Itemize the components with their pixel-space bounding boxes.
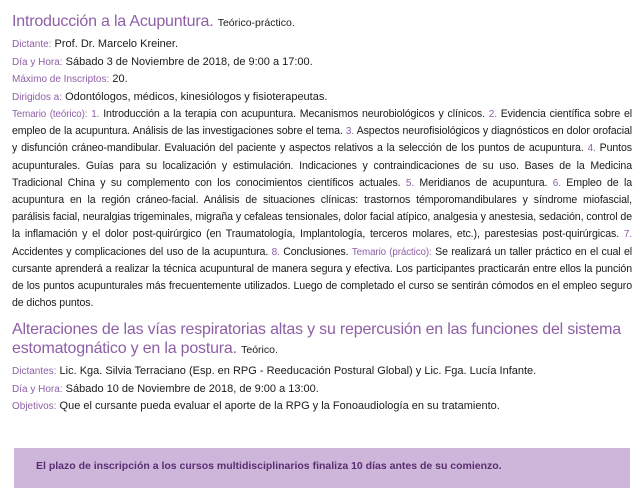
temario-item-number: 8. — [271, 246, 280, 258]
temario-label: Temario (teórico): — [12, 109, 88, 120]
dirigido-label: Dirigidos a: — [12, 91, 63, 103]
max-label: Máximo de Inscriptos: — [12, 74, 110, 85]
course-respiratorias — [12, 320, 632, 416]
dirigido-line — [12, 89, 632, 107]
dictante-line — [12, 36, 632, 54]
temario-item-text: Aspectos neurofisiológicos y diagnósticos en dolor orofacial y disfunción cráneo-mandibular. Evaluación del paciente y aspectos relativos a la selección de los puntos de acupuntura. — [12, 125, 633, 155]
temario-item-text: Evidencia científica sobre el empleo de la acupuntura. Análisis de las investigaciones sobre el tema. — [12, 108, 633, 138]
fecha-label: Día y Hora: — [12, 383, 63, 395]
practico-text: Se realizará un taller práctico en el cual el cursante aprenderá a realizar la técnica acupuntural de manera segura y efectiva. Los participantes practicarán entre ellos la punción de los puntos acupunturales más frecuentemente utilizados. Luego de completado el curso se sentirán cómodos en el empleo seguro de dichos puntos. — [12, 245, 633, 310]
practico-label: Temario (práctico): — [351, 246, 432, 258]
fecha-value: Sábado 3 de Noviembre de 2018, de 9:00 a 17:00. — [65, 55, 313, 68]
temario-item-text: Puntos acupunturales. Guías para su localización y estimulación. Indicaciones y contraindicaciones de su uso. Bases de la Medicina Tradicional China y su complemento con los conocimientos científicos actuales. — [12, 142, 633, 189]
fecha-line — [12, 54, 632, 72]
dictantes-value: Lic. Kga. Silvia Terraciano (Esp. en RPG - Reeducación Postural Global) y Lic. Fga. Lucía Infante. — [59, 365, 537, 378]
course-kind: Teórico. — [241, 344, 278, 357]
course-acupuntura — [12, 12, 632, 312]
dictante-label: Dictante: — [12, 39, 52, 50]
course-title — [12, 12, 632, 33]
fecha-value: Sábado 10 de Noviembre de 2018, de 9:00 a 13:00. — [65, 382, 319, 395]
temario-item-text: Conclusiones. — [283, 245, 349, 258]
course-title-text: Introducción a la Acupuntura. — [12, 13, 214, 30]
temario-item-number: 1. — [91, 109, 100, 120]
dirigido-value: Odontólogos, médicos, kinesiólogos y fisioterapeutas. — [65, 90, 328, 103]
objetivos-label: Objetivos: — [12, 401, 57, 413]
objetivos-value: Que el cursante pueda evaluar el aporte de la RPG y la Fonoaudiología en su tratamiento. — [59, 400, 500, 413]
course-title — [12, 320, 632, 360]
fecha-line — [12, 381, 632, 399]
temario-item-text: Empleo de la acupuntura en la región cráneo-facial. Análisis de situaciones clínicas: trastornos témporomandibulares y síndrome miofascial, parálisis facial, neuralgias trigeminales, migraña y cefaleas tensionales, dolor facial atípico, analgesia y anestesia, sedación, control de la inflamación y el dolor post-quirúrgico (en Traumatología, Implantología, terceros molares, etc.), parestesias post-quirúrgicas. — [12, 176, 632, 241]
course-title-text: Alteraciones de las vías respiratorias altas y su repercusión en las funciones del sistema estomatognático y en la postura. — [12, 321, 621, 358]
temario-paragraph — [12, 106, 632, 312]
registration-deadline-notice — [14, 448, 630, 488]
dictantes-line — [12, 363, 632, 381]
temario-item-text: Accidentes y complicaciones del uso de la acupuntura. — [12, 245, 269, 258]
temario-item-number: 6. — [552, 177, 561, 189]
temario-item-text: Introducción a la terapia con acupuntura. Mecanismos neurobiológicos y clínicos. — [103, 108, 485, 120]
document-page — [12, 12, 632, 416]
fecha-label: Día y Hora: — [12, 56, 63, 68]
max-value: 20. — [112, 73, 128, 85]
notice-text: El plazo de inscripción a los cursos multidisciplinarios finaliza 10 días antes de su comienzo. — [36, 460, 502, 472]
dictante-value: Prof. Dr. Marcelo Kreiner. — [54, 38, 179, 50]
max-line — [12, 71, 632, 89]
course-kind: Teórico-práctico. — [217, 17, 295, 29]
objetivos-line — [12, 398, 632, 416]
dictantes-label: Dictantes: — [12, 366, 57, 378]
temario-item-number: 4. — [587, 143, 596, 155]
temario-item-text: Meridianos de acupuntura. — [419, 176, 548, 189]
temario-item-number: 5. — [405, 177, 415, 189]
temario-item-number: 2. — [488, 109, 497, 120]
temario-item-number: 7. — [623, 229, 632, 241]
temario-item-number: 3. — [345, 126, 355, 138]
